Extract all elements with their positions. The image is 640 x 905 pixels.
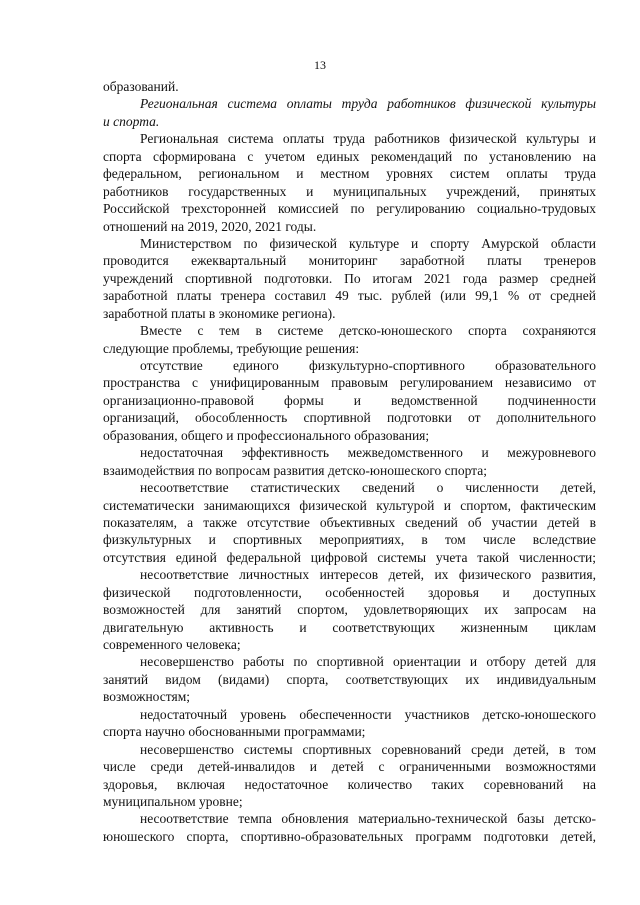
page-number: 13 bbox=[314, 58, 326, 72]
paragraph-line: проводится ежеквартальный мониторинг заработной платы тренеров bbox=[103, 253, 596, 269]
paragraph-line: показателям, а также отсутствие объективных сведений об участии детей в bbox=[103, 514, 596, 530]
paragraph-line: несоответствие личностных интересов детей, их физического развития, bbox=[140, 567, 596, 583]
paragraph-line: числе среди детей-инвалидов и детей с ограниченными возможностями bbox=[103, 759, 596, 775]
paragraph-line: заработной платы тренера составил 49 тыс. рублей (или 99,1 % от средней bbox=[103, 288, 596, 304]
paragraph-line: отсутствие единого физкультурно-спортивного образовательного bbox=[140, 358, 596, 373]
paragraph-line: юношеского спорта, спортивно-образовательных программ подготовки детей, bbox=[103, 828, 596, 844]
paragraph-line: заработной платы в экономике региона). bbox=[103, 305, 336, 321]
paragraph-line: спорта научно обоснованными программами; bbox=[103, 724, 366, 740]
paragraph-line: организационно-правовой формы и ведомственной подчиненности bbox=[103, 392, 596, 408]
paragraph-line: двигательную активность и соответствующих жизненным циклам bbox=[103, 619, 596, 635]
paragraph-line: образований. bbox=[103, 79, 179, 94]
paragraph-line: организаций, обособленность спортивной подготовки от дополнительного bbox=[103, 410, 596, 426]
paragraph-line: возможностей для занятий спортом, удовлетворяющих их запросам на bbox=[103, 602, 596, 618]
paragraph-line: отсутствия единой федеральной цифровой системы учета такой численности; bbox=[103, 549, 596, 565]
paragraph-line: образования, общего и профессионального образования; bbox=[103, 427, 430, 443]
paragraph-line: недостаточная эффективность межведомственного и межуровневого bbox=[140, 445, 596, 461]
paragraph-line: возможностям; bbox=[103, 689, 190, 705]
paragraph-line: современного человека; bbox=[103, 637, 241, 652]
paragraph-line: занятий видом (видами) спорта, соответствующих их индивидуальным bbox=[103, 671, 596, 687]
paragraph-line: Российской трехсторонней комиссией по регулированию социально-трудовых bbox=[103, 201, 596, 217]
paragraph-line: федеральном, региональном и местном уровнях систем оплаты труда bbox=[103, 166, 596, 182]
paragraph-line: Вместе с тем в системе детско-юношеского спорта сохраняются bbox=[140, 323, 596, 339]
paragraph-line: следующие проблемы, требующие решения: bbox=[103, 340, 360, 356]
paragraph-line: муниципальном уровне; bbox=[103, 793, 243, 809]
paragraph-line: здоровья, включая недостаточное количество таких соревнований на bbox=[103, 776, 596, 792]
paragraph-line: работников государственных и муниципальных учреждений, принятых bbox=[103, 183, 596, 199]
paragraph-line: отношений на 2019, 2020, 2021 годы. bbox=[103, 218, 317, 234]
paragraph-line: несоответствие темпа обновления материально-технической базы детско- bbox=[140, 811, 596, 827]
paragraph-line: систематически занимающихся физической культурой и спортом, фактическим bbox=[103, 497, 596, 513]
paragraph-line: Министерством по физической культуре и спорту Амурской области bbox=[140, 235, 596, 251]
paragraph-line: физкультурных и спортивных мероприятиях, в том числе вследствие bbox=[103, 532, 596, 548]
paragraph-line: учреждений спортивной подготовки. По итогам 2021 года размер средней bbox=[103, 270, 596, 286]
paragraph-line: взаимодействия по вопросам развития детско-юношеского спорта; bbox=[103, 462, 487, 478]
paragraph-line: несоответствие статистических сведений о численности детей, bbox=[140, 480, 596, 496]
body-text bbox=[103, 78, 596, 845]
paragraph-line: несовершенство работы по спортивной ориентации и отбору детей для bbox=[140, 654, 596, 670]
paragraph-line: несовершенство системы спортивных соревнований среди детей, в том bbox=[140, 741, 596, 757]
paragraph-line: пространства с унифицированным правовым регулированием независимо от bbox=[103, 375, 596, 391]
paragraph-line: Региональная система оплаты труда работников физической культуры и bbox=[140, 131, 596, 147]
paragraph-line: физической подготовленности, особенностей здоровья и доступных bbox=[103, 584, 596, 600]
paragraph-line: спорта сформирована с учетом единых рекомендаций по установлению на bbox=[103, 148, 596, 164]
section-heading-line: Региональная система оплаты труда работников физической культуры bbox=[140, 96, 596, 112]
paragraph-line: недостаточный уровень обеспеченности участников детско-юношеского bbox=[140, 706, 596, 722]
section-heading-line: и спорта. bbox=[103, 113, 160, 129]
